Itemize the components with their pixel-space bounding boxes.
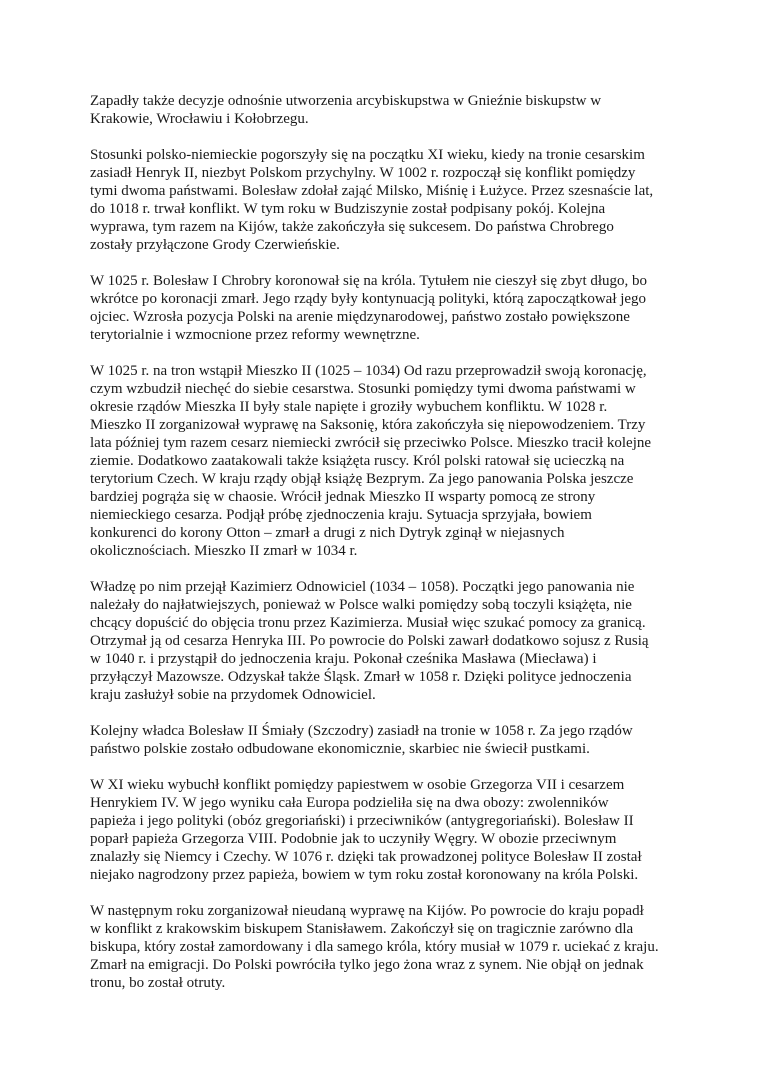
- paragraph-coronation-chrobry: W 1025 r. Bolesław I Chrobry koronował się na króla. Tytułem nie cieszył się zbyt długo, bo wkrótce po koronacji zmarł. Jego rządy były kontynuacją polityki, którą zapoczątkował jego ojciec. Wzrosła pozycja Polski na arenie międzynarodowej, państwo zostało powiększone terytorialnie i wzmocnione przez reformy wewnętrzne.: [90, 273, 648, 343]
- paragraph-kiev-expedition: W następnym roku zorganizował nieudaną wyprawę na Kijów. Po powrocie do kraju popadł w konflikt z krakowskim biskupem Stanisławem. Zakończył się on tragicznie zarówno dla biskupa, który został zamordowany i dla samego króla, który musiał w 1079 r. uciekać z kraju. Zmarł na emigracji. Do Polski powróciła tylko jego żona wraz z synem. Nie objął on jednak tronu, bo został otruty.: [90, 903, 659, 991]
- paragraph-mieszko-ii: W 1025 r. na tron wstąpił Mieszko II (1025 – 1034) Od razu przeprowadził swoją koronację, czym wzbudził niechęć do siebie cesarstwa. Stosunki pomiędzy tymi dwoma państwami w okresie rządów Mieszka II były stale napięte i groziły wybuchem konfliktu. W 1028 r. Mieszko II zorganizował wyprawę na Saksonię, która zakończyła się niepowodzeniem. Trzy lata później tym razem cesarz niemiecki zwrócił się przeciwko Polsce. Mieszko tracił kolejne ziemie. Dodatkowo zaatakowali także książęta ruscy. Król polski ratował się ucieczką na terytorium Czech. W kraju rządy objął książę Bezprym. Za jego panowania Polska jeszcze bardziej pogrąża się w chaosie. Wrócił jednak Mieszko II wsparty pomocą ze strony niemieckiego cesarza. Podjął próbę zjednoczenia kraju. Sytuacja sprzyjała, bowiem konkurenci do korony Otton – zmarł a drugi z nich Dytryk zginął w niejasnych okolicznościach. Mieszko II zmarł w 1034 r.: [90, 363, 652, 559]
- paragraph-boleslaw-ii: Kolejny władca Bolesław II Śmiały (Szczodry) zasiadł na tronie w 1058 r. Za jego rządów państwo polskie zostało odbudowane ekonomicznie, skarbiec nie świecił pustkami.: [90, 723, 633, 757]
- document-body: [90, 92, 680, 1010]
- paragraph-archbishopric: Zapadły także decyzje odnośnie utworzenia arcybiskupstwa w Gnieźnie biskupstw w Krakowie, Wrocławiu i Kołobrzegu.: [90, 93, 602, 127]
- paragraph-polish-german-relations: Stosunki polsko-niemieckie pogorszyły się na początku XI wieku, kiedy na tronie cesarskim zasiadł Henryk II, niezbyt Polskom przychylny. W 1002 r. rozpoczął się konflikt pomiędzy tymi dwoma państwami. Bolesław zdołał zająć Milsko, Miśnię i Łużyce. Przez szesnaście lat, do 1018 r. trwał konflikt. W tym roku w Budziszynie został podpisany pokój. Kolejna wyprawa, tym razem na Kijów, także zakończyła się sukcesem. Do państwa Chrobrego zostały przyłączone Grody Czerwieńskie.: [90, 147, 654, 253]
- paragraph-investiture-conflict: W XI wieku wybuchł konflikt pomiędzy papiestwem w osobie Grzegorza VII i cesarzem Henrykiem IV. W jego wyniku cała Europa podzieliła się na dwa obozy: zwolenników papieża i jego polityki (obóz gregoriański) i przeciwników (antygregoriański). Bolesław II poparł papieża Grzegorza VIII. Podobnie jak to uczyniły Węgry. W obozie przeciwnym znalazły się Niemcy i Czechy. W 1076 r. dzięki tak prowadzonej polityce Bolesław II został niejako nagrodzony przez papieża, bowiem w tym roku został koronowany na króla Polski.: [90, 777, 642, 883]
- paragraph-kazimierz-odnowiciel: Władzę po nim przejął Kazimierz Odnowiciel (1034 – 1058). Początki jego panowania nie należały do najłatwiejszych, ponieważ w Polsce walki pomiędzy sobą toczyli książęta, nie chcący dopuścić do objęcia tronu przez Kazimierza. Musiał więc szukać pomocy za granicą. Otrzymał ją od cesarza Henryka III. Po powrocie do Polski zawarł dodatkowo sojusz z Rusią w 1040 r. i przystąpił do jednoczenia kraju. Pokonał cześnika Masława (Miecława) i przyłączył Mazowsze. Odzyskał także Śląsk. Zmarł w 1058 r. Dzięki polityce jednoczenia kraju zasłużył sobie na przydomek Odnowiciel.: [90, 579, 649, 703]
